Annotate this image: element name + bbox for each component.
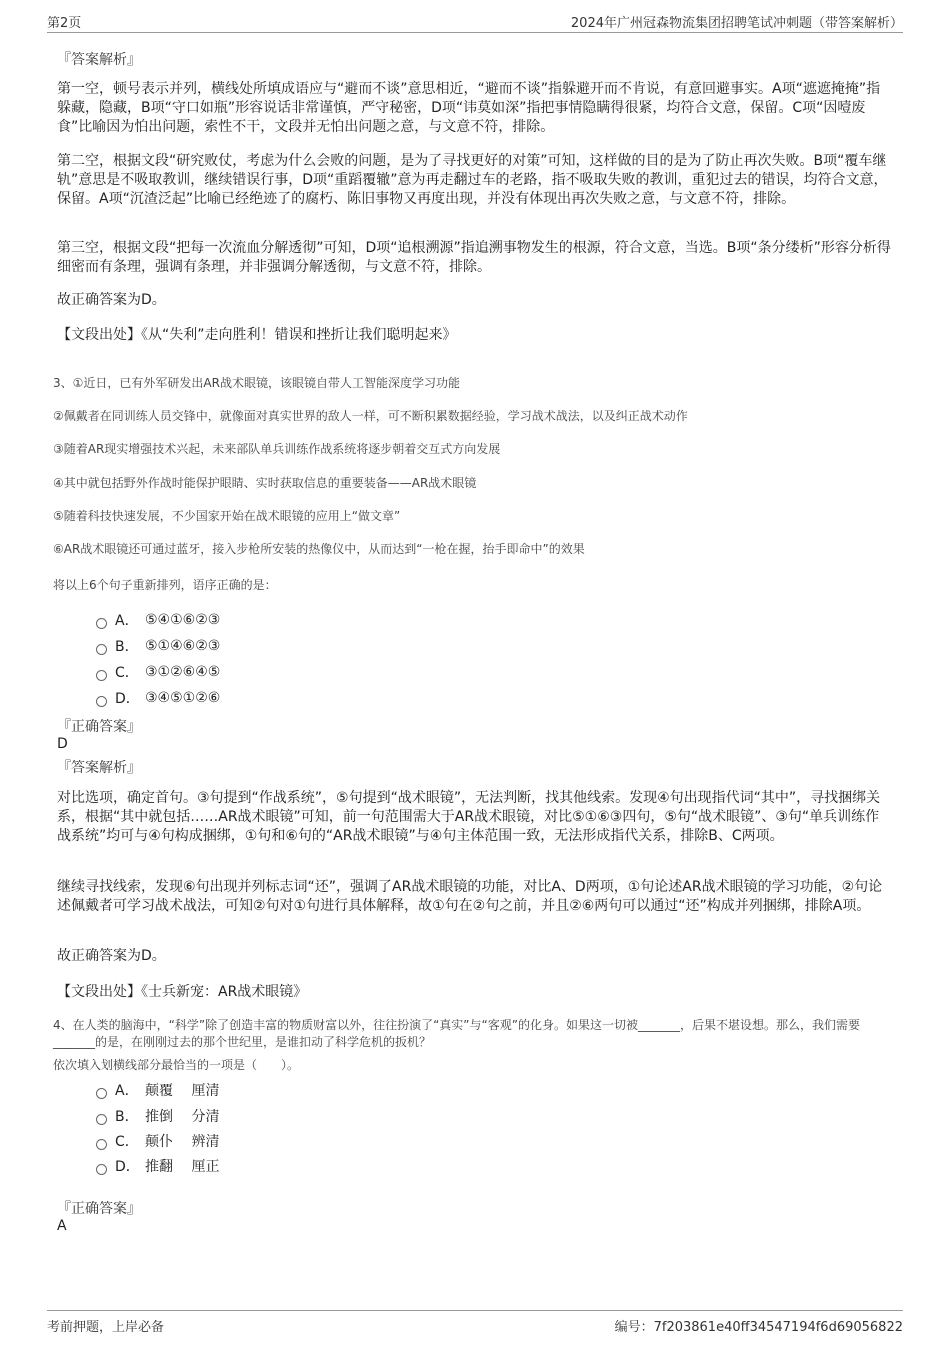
option-letter: B． — [115, 1109, 139, 1125]
document-title: 2024年广州冠森物流集团招聘笔试冲刺题（带答案解析） — [570, 16, 903, 31]
q3-sentence: ④其中就包括野外作战时能保护眼睛、实时获取信息的重要装备——AR战术眼镜 — [53, 476, 477, 490]
q3-option-b[interactable] — [96, 636, 220, 656]
option-letter: D． — [115, 1159, 140, 1175]
q3-source: 【文段出处】《士兵新宠：AR战术眼镜》 — [57, 984, 308, 1000]
option-letter: A． — [115, 1083, 139, 1099]
page-footer — [47, 1310, 903, 1335]
q3-sentence: ③随着AR现实增强技术兴起，未来部队单兵训练作战系统将逐步朝着交互式方向发展 — [53, 442, 501, 456]
radio-icon[interactable] — [96, 670, 107, 681]
q2-conclusion: 故正确答案为D。 — [57, 292, 166, 308]
radio-icon[interactable] — [96, 1164, 107, 1175]
q3-stem: 3、①近日，已有外军研发出AR战术眼镜，该眼镜自带人工智能深度学习功能 — [53, 376, 460, 390]
q4-option-a[interactable] — [96, 1080, 219, 1100]
q3-analysis-label: 『答案解析』 — [57, 760, 141, 776]
option-letter: B． — [115, 639, 139, 655]
q3-sentence: ⑤随着科技快速发展，不少国家开始在战术眼镜的应用上“做文章” — [53, 509, 401, 523]
option-text: 推倒 分清 — [145, 1109, 220, 1125]
page-header — [47, 12, 903, 33]
q3-option-d[interactable] — [96, 688, 220, 708]
q2-analysis-label: 『答案解析』 — [57, 52, 141, 68]
q3-prompt: 将以上6个句子重新排列，语序正确的是： — [53, 578, 277, 592]
page-number: 第2页 — [47, 16, 82, 31]
option-letter: D． — [115, 691, 140, 707]
radio-icon[interactable] — [96, 696, 107, 707]
q4-option-b[interactable] — [96, 1106, 219, 1126]
q3-sentence: ⑥AR战术眼镜还可通过蓝牙，接入步枪所安装的热像仪中，从而达到“一枪在握，抬手即命中”的效果 — [53, 542, 585, 556]
option-text: ③④⑤①②⑥ — [145, 690, 221, 706]
radio-icon[interactable] — [96, 618, 107, 629]
q3-correct-answer: D — [57, 736, 68, 752]
q4-correct-answer: A — [57, 1218, 67, 1234]
q3-analysis-paragraph: 继续寻找线索，发现⑥句出现并列标志词“还”，强调了AR战术眼镜的功能，对比A、D两项，①句论述AR战术眼镜的学习功能，②句论述佩戴者可学习战术战法，可知②句对①句进行具体解释，故①句在②句之前，并且②⑥两句可以通过“还”构成并列捆绑，排除A项。 — [57, 879, 883, 914]
option-text: ⑤④①⑥②③ — [145, 612, 221, 628]
q3-conclusion: 故正确答案为D。 — [57, 948, 166, 964]
q2-analysis-paragraph: 第一空，顿号表示并列，横线处所填成语应与“避而不谈”意思相近，“避而不谈”指躲避开而不肯说，有意回避事实。A项“遮遮掩掩”指躲藏，隐藏，B项“守口如瓶”形容说话非常谨慎，严守秘密，D项“讳莫如深”指把事情隐瞒得很紧，均符合文意，保留。C项“因噎废食”比喻因为怕出问题，索性不干，文段并无怕出问题之意，与文意不符，排除。 — [57, 81, 881, 135]
option-text: 颠仆 辨清 — [145, 1134, 220, 1150]
option-letter: A． — [115, 613, 139, 629]
q2-source: 【文段出处】《从“失利”走向胜利！错误和挫折让我们聪明起来》 — [57, 327, 457, 343]
document-code: 编号：7f203861e40ff34547194f6d69056822 — [614, 1320, 903, 1335]
q4-stem: 4、在人类的脑海中，“科学”除了创造丰富的物质财富以外，往往扮演了“真实”与“客观”的化身。如果这一切被_______，后果不堪设想。那么，我们需要_______的是，在刚刚过去的那个世纪里，是谁扣动了科学危机的扳机？ — [53, 1018, 860, 1049]
option-letter: C． — [115, 1134, 139, 1150]
q3-analysis-paragraph: 对比选项，确定首句。③句提到“作战系统”，⑤句提到“战术眼镜”，无法判断，找其他线索。发现④句出现指代词“其中”，寻找捆绑关系，根据“其中就包括……AR战术眼镜”可知，前一句范围需大于AR战术眼镜，对比⑤①⑥③四句，⑤句“战术眼镜”、③句“单兵训练作战系统”均可与④句构成捆绑，①句和⑥句的“AR战术眼镜”与④句主体范围一致，无法形成指代关系，排除B、C两项。 — [57, 790, 881, 844]
option-text: ⑤①④⑥②③ — [145, 638, 221, 654]
radio-icon[interactable] — [96, 1088, 107, 1099]
option-text: ③①②⑥④⑤ — [145, 664, 221, 680]
q2-analysis-paragraph: 第二空，根据文段“研究败仗，考虑为什么会败的问题，是为了寻找更好的对策”可知，这样做的目的是为了防止再次失败。B项“覆车继轨”意思是不吸取教训，继续错误行事，D项“重蹈覆辙”意为再走翻过车的老路，指不吸取失败的教训，重犯过去的错误，均符合文意，保留。A项“沉渣泛起”比喻已经绝迹了的腐朽、陈旧事物又再度出现，并没有体现出再次失败之意，与文意不符，排除。 — [57, 153, 888, 207]
q3-sentence: ②佩戴者在同训练人员交锋中，就像面对真实世界的敌人一样，可不断积累数据经验，学习战术战法，以及纠正战术动作 — [53, 409, 688, 423]
q4-option-c[interactable] — [96, 1131, 219, 1151]
q4-prompt: 依次填入划横线部分最恰当的一项是（ ）。 — [53, 1058, 300, 1072]
q4-correct-label: 『正确答案』 — [57, 1201, 141, 1217]
q2-analysis-paragraph: 第三空，根据文段“把每一次流血分解透彻”可知，D项“追根溯源”指追溯事物发生的根源，符合文意，当选。B项“条分缕析”形容分析得细密而有条理，强调有条理，并非强调分解透彻，与文意不符，排除。 — [57, 240, 891, 275]
q3-option-c[interactable] — [96, 662, 220, 682]
q3-option-a[interactable] — [96, 610, 220, 630]
option-text: 颠覆 厘清 — [145, 1083, 220, 1099]
radio-icon[interactable] — [96, 1114, 107, 1125]
radio-icon[interactable] — [96, 644, 107, 655]
q4-option-d[interactable] — [96, 1156, 219, 1176]
footer-slogan: 考前押题，上岸必备 — [47, 1320, 165, 1335]
radio-icon[interactable] — [96, 1139, 107, 1150]
q3-correct-label: 『正确答案』 — [57, 719, 141, 735]
option-letter: C． — [115, 665, 139, 681]
option-text: 推翻 厘正 — [145, 1159, 220, 1175]
